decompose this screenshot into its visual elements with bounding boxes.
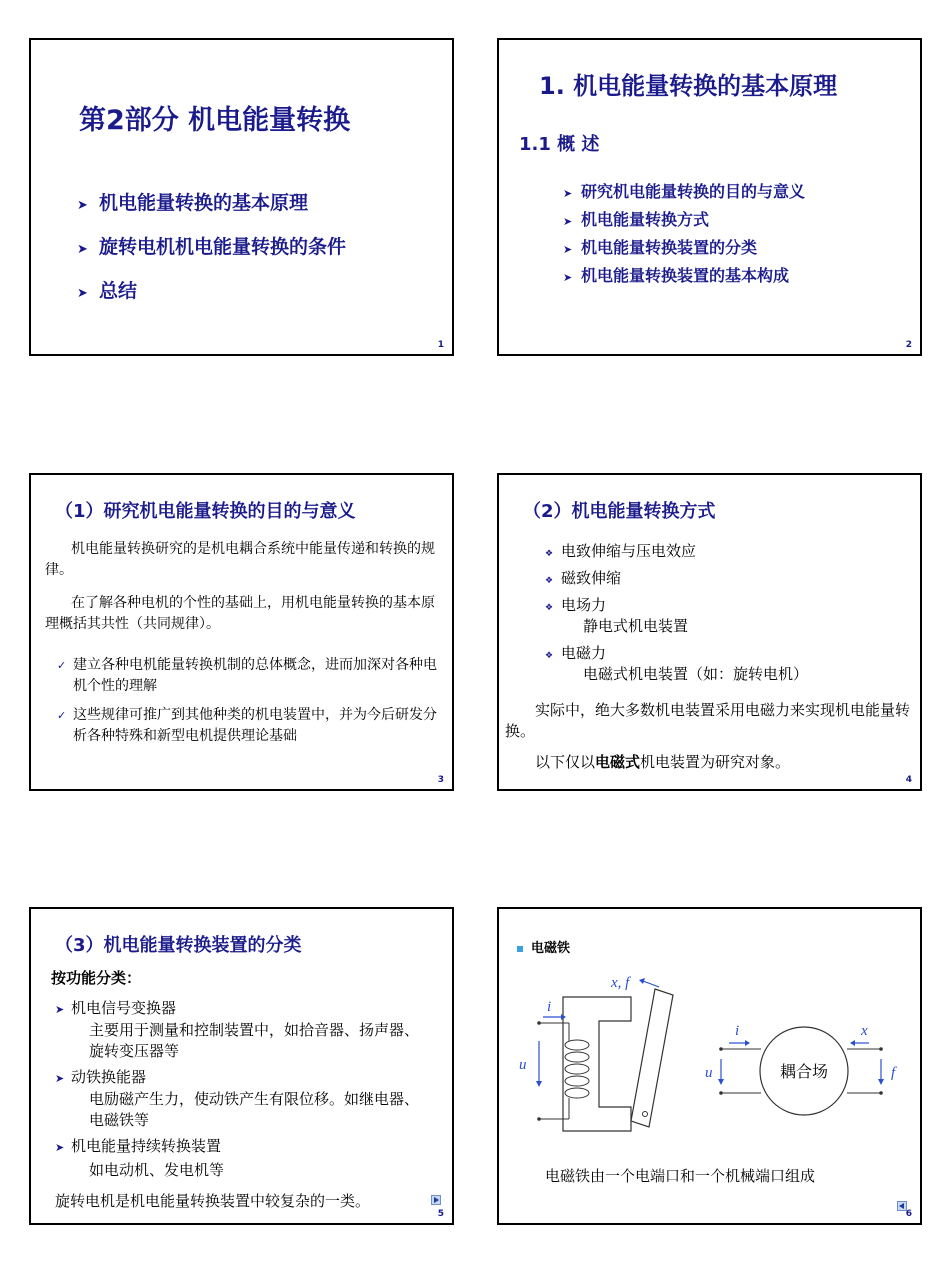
caption: 电磁铁由一个电端口和一个机械端口组成 (545, 1167, 816, 1185)
list-item: ➤ 机电信号变换器 (55, 999, 177, 1017)
label-u: u (519, 1057, 527, 1073)
terminal-dot (537, 1117, 541, 1121)
voltage-arrowhead (718, 1079, 724, 1085)
page-number: 4 (905, 775, 912, 785)
terminal-dot (719, 1047, 723, 1051)
arrow-bullet-icon: ➤ (55, 1072, 65, 1085)
list-item-detail: 静电式机电装置 (583, 617, 689, 635)
list-item-detail: 电励磁产生力，使动铁产生有限位移。如继电器、电磁铁等 (89, 1090, 420, 1129)
page-number: 5 (437, 1209, 444, 1219)
list-item: ➤ 总结 (77, 280, 138, 302)
arrow-bullet-icon: ➤ (77, 198, 88, 213)
list-item-detail: 如电动机、发电机等 (89, 1161, 225, 1179)
label-coupling-field: 耦合场 (779, 1062, 829, 1081)
next-slide-button[interactable] (431, 1195, 441, 1205)
list-item: ❖ 磁致伸缩 (545, 569, 622, 587)
footer-text: 旋转电机是机电能量转换装置中较复杂的一类。 (55, 1192, 371, 1210)
list-item-detail: 电磁式机电装置（如：旋转电机） (583, 665, 809, 683)
terminal-dot (719, 1091, 723, 1095)
page-number: 6 (905, 1209, 912, 1219)
label-x: x (861, 1023, 868, 1039)
list-item: ➤ 机电能量转换装置的分类 (563, 238, 758, 257)
list-item: ➤ 机电能量转换装置的基本构成 (563, 266, 790, 285)
slide-title: （1）研究机电能量转换的目的与意义 (55, 501, 356, 522)
terminal-dot (879, 1047, 883, 1051)
slide-title: （2）机电能量转换方式 (523, 501, 716, 522)
paragraph: 实际中，绝大多数机电装置采用电磁力来实现机电能量转换。 (505, 701, 911, 740)
force-arrow (643, 981, 659, 987)
force-arrowhead (878, 1079, 884, 1085)
electromagnet-diagram (499, 959, 920, 1159)
section-heading: 1.1 概 述 (519, 134, 600, 155)
list-item: ➤ 旋转电机机电能量转换的条件 (77, 236, 347, 258)
slide-title: 第2部分 机电能量转换 (79, 105, 351, 136)
list-item: ➤ 动铁换能器 (55, 1068, 147, 1086)
arrow-bullet-icon: ➤ (563, 271, 573, 284)
list-item: 电磁铁 (517, 937, 570, 956)
pivot (643, 1112, 648, 1117)
paragraph: 在了解各种电机的个性的基础上，用机电能量转换的基本原理概括其共性（共同规律）。 (45, 595, 435, 632)
list-item-detail: 主要用于测量和控制装置中，如拾音器、扬声器、旋转变压器等 (89, 1021, 420, 1060)
label-f: f (891, 1065, 896, 1081)
list-item: ❖ 电场力 (545, 596, 607, 614)
paragraph: 以下仅以电磁式机电装置为研究对象。 (535, 753, 791, 771)
armature (631, 989, 673, 1127)
page-number: 3 (437, 775, 444, 785)
page-number: 1 (437, 340, 444, 350)
slide-3 (29, 473, 454, 791)
check-item: ✓ 这些规律可推广到其他种类的机电装置中，并为今后研发分析各种特殊和新型电机提供理论基础 (57, 707, 437, 744)
arrow-bullet-icon: ➤ (563, 243, 573, 256)
diamond-bullet-icon: ❖ (545, 576, 554, 586)
current-arrowhead (745, 1040, 750, 1046)
label-u2: u (705, 1065, 713, 1081)
list-item: ➤ 机电能量转换的基本原理 (77, 192, 309, 214)
page-number: 2 (905, 340, 912, 350)
play-icon (432, 1196, 440, 1204)
checkmark-icon: ✓ (57, 709, 67, 722)
label-i2: i (735, 1023, 740, 1039)
list-item: ➤ 机电能量转换方式 (563, 210, 710, 229)
slide-1 (29, 38, 454, 356)
diamond-bullet-icon: ❖ (545, 603, 554, 613)
diamond-bullet-icon: ❖ (545, 651, 554, 661)
slide-4 (497, 473, 922, 791)
label-i: i (547, 999, 552, 1015)
label-xf: x, f (611, 975, 630, 991)
terminal-dot (537, 1021, 541, 1025)
section-heading: 按功能分类： (51, 969, 142, 987)
diamond-bullet-icon: ❖ (545, 549, 554, 559)
arrow-bullet-icon: ➤ (55, 1141, 65, 1154)
list-item: ❖ 电致伸缩与压电效应 (545, 542, 697, 560)
list-item: ❖ 电磁力 (545, 644, 607, 662)
slide-title: （3）机电能量转换装置的分类 (55, 935, 302, 956)
arrow-bullet-icon: ➤ (77, 242, 88, 257)
arrow-bullet-icon: ➤ (77, 286, 88, 301)
arrow-bullet-icon: ➤ (563, 215, 573, 228)
terminal-dot (879, 1091, 883, 1095)
slide-5 (29, 907, 454, 1225)
square-bullet-icon (517, 946, 523, 952)
list-item: ➤ 研究机电能量转换的目的与意义 (563, 182, 806, 201)
voltage-arrowhead (536, 1081, 542, 1087)
paragraph: 机电能量转换研究的是机电耦合系统中能量传递和转换的规律。 (45, 541, 435, 578)
list-item: ➤ 机电能量持续转换装置 (55, 1137, 222, 1155)
checkmark-icon: ✓ (57, 659, 67, 672)
slide-title: 1. 机电能量转换的基本原理 (539, 72, 838, 100)
slide-2 (497, 38, 922, 356)
arrow-bullet-icon: ➤ (55, 1003, 65, 1016)
slide-6 (497, 907, 922, 1225)
arrow-bullet-icon: ➤ (563, 187, 573, 200)
check-item: ✓ 建立各种电机能量转换机制的总体概念，进而加深对各种电机个性的理解 (57, 657, 437, 694)
position-arrowhead (850, 1040, 855, 1046)
